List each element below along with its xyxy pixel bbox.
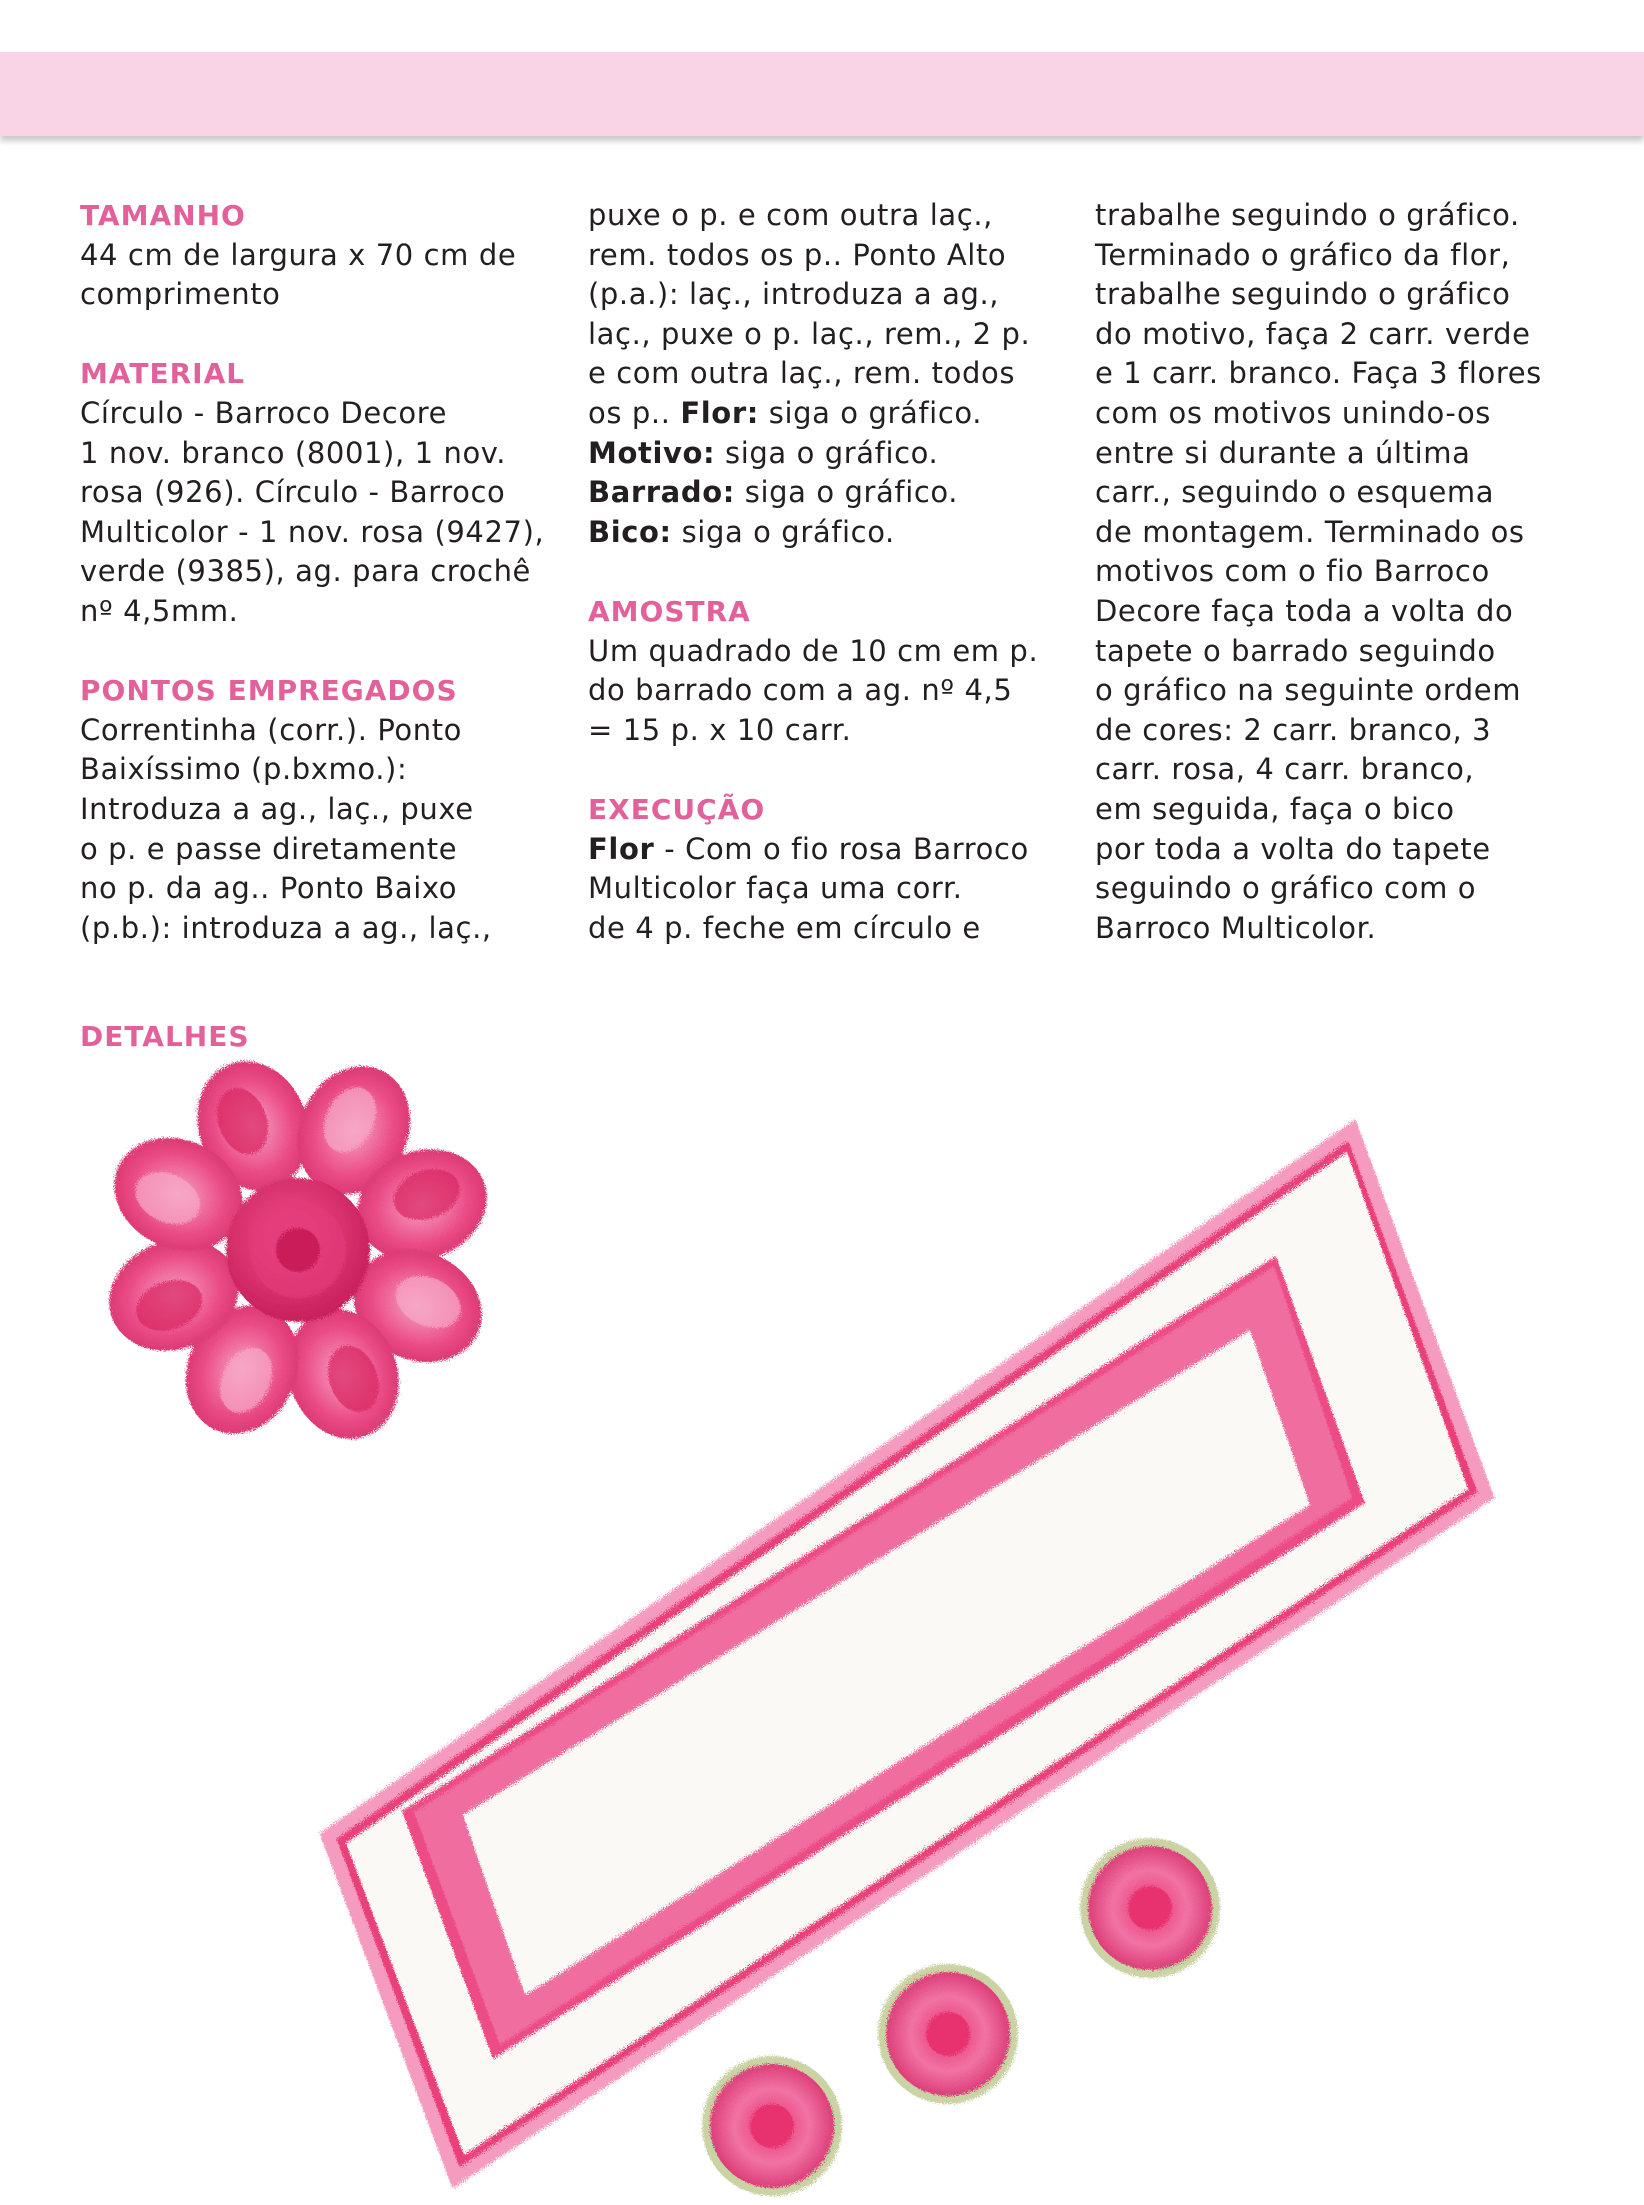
pontos-line: no p. da ag.. Ponto Baixo <box>80 871 458 906</box>
col3-line: trabalhe seguindo o gráfico <box>1095 277 1511 312</box>
tamanho-line: 44 cm de largura x 70 cm de <box>80 237 517 272</box>
barrado-label: Barrado: <box>588 475 735 510</box>
amostra-line: = 15 p. x 10 carr. <box>588 712 852 747</box>
col3-line: e 1 carr. branco. Faça 3 flores <box>1095 356 1542 391</box>
material-heading: MATERIAL <box>80 357 246 391</box>
pontos-line: Introduza a ag., laç., puxe <box>80 791 474 826</box>
material-line: rosa (926). Círculo - Barroco <box>80 475 506 510</box>
flor-label: Flor: <box>680 395 759 430</box>
execucao-flor-text: - Com o fio rosa Barroco <box>654 831 1029 866</box>
execucao-flor-label: Flor <box>588 831 655 866</box>
material-line: Círculo - Barroco Decore <box>80 395 448 430</box>
pontos-line: o p. e passe diretamente <box>80 831 458 866</box>
pontos-line: (p.b.): introduza a ag., laç., <box>80 910 492 945</box>
col3-line: seguindo o gráfico com o <box>1095 871 1477 906</box>
col3-line: do motivo, faça 2 carr. verde <box>1095 316 1531 351</box>
col2-line: rem. todos os p.. Ponto Alto <box>588 237 1007 272</box>
col3-line: tapete o barrado seguindo <box>1095 633 1496 668</box>
flor-pre: os p.. <box>588 395 681 430</box>
col2-line: e com outra laç., rem. todos <box>588 356 1016 391</box>
amostra-line: Um quadrado de 10 cm em p. <box>588 633 1039 668</box>
flor-text: siga o gráfico. <box>758 395 983 430</box>
material-line: Multicolor - 1 nov. rosa (9427), <box>80 514 545 549</box>
col3-line: Decore faça toda a volta do <box>1095 593 1514 628</box>
tamanho-line: comprimento <box>80 277 281 312</box>
col3-line: carr. rosa, 4 carr. branco, <box>1095 752 1475 787</box>
col3-line: Terminado o gráfico da flor, <box>1095 237 1511 272</box>
col3-line: carr., seguindo o esquema <box>1095 475 1495 510</box>
col2-line: (p.a.): laç., introduza a ag., <box>588 277 1000 312</box>
col3-line: de montagem. Terminado os <box>1095 514 1525 549</box>
execucao-heading: EXECUÇÃO <box>588 792 766 826</box>
col2-line: laç., puxe o p. laç., rem., 2 p. <box>588 316 1031 351</box>
detalhes-heading: DETALHES <box>80 1020 250 1053</box>
motivo-text: siga o gráfico. <box>715 435 939 470</box>
bico-text: siga o gráfico. <box>671 514 895 549</box>
pontos-heading: PONTOS EMPREGADOS <box>80 674 458 708</box>
material-line: 1 nov. branco (8001), 1 nov. <box>80 435 507 470</box>
amostra-heading: AMOSTRA <box>588 594 751 628</box>
motivo-label: Motivo: <box>588 435 716 470</box>
col3-line: o gráfico na seguinte ordem <box>1095 673 1522 708</box>
col3-line: motivos com o fio Barroco <box>1095 554 1490 589</box>
amostra-line: do barrado com a ag. nº 4,5 <box>588 673 1013 708</box>
flower-detail <box>93 1045 502 1454</box>
material-line: nº 4,5mm. <box>80 593 239 628</box>
bico-label: Bico: <box>588 514 672 549</box>
col3-line: com os motivos unindo-os <box>1095 395 1492 430</box>
tamanho-heading: TAMANHO <box>80 199 246 232</box>
col3-line: em seguida, faça o bico <box>1095 791 1455 826</box>
execucao-line: de 4 p. feche em círculo e <box>588 910 981 945</box>
material-line: verde (9385), ag. para crochê <box>80 554 531 589</box>
pontos-line: Baixíssimo (p.bxmo.): <box>80 752 408 787</box>
col3-line: Barroco Multicolor. <box>1095 910 1377 945</box>
execucao-line: Multicolor faça uma corr. <box>588 871 963 906</box>
col3-line: de cores: 2 carr. branco, 3 <box>1095 712 1492 747</box>
col3-line: trabalhe seguindo o gráfico. <box>1095 198 1520 232</box>
barrado-text: siga o gráfico. <box>734 475 959 510</box>
col3-line: por toda a volta do tapete <box>1095 831 1491 866</box>
col3-line: entre si durante a última <box>1095 435 1471 470</box>
col2-line: puxe o p. e com outra laç., <box>588 198 993 232</box>
pontos-line: Correntinha (corr.). Ponto <box>80 712 463 747</box>
